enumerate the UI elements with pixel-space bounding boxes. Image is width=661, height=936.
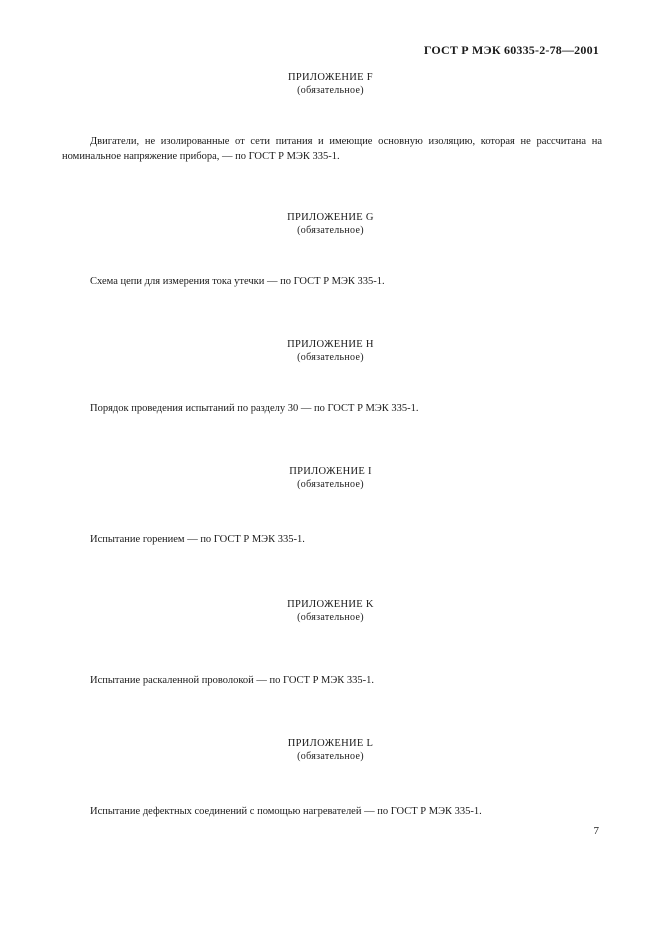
annex-g-heading: [0, 211, 661, 237]
document-header: ГОСТ Р МЭК 60335-2-78—2001: [423, 43, 599, 57]
annex-status: (обязательное): [297, 225, 364, 236]
annex-status: (обязательное): [297, 612, 364, 623]
annex-f-heading: [0, 71, 661, 97]
annex-title: ПРИЛОЖЕНИЕ H: [287, 339, 374, 350]
annex-f-text: Двигатели, не изолированные от сети питания и имеющие основную изоляцию, которая не рассчитана на номинальное напряжение прибора, — по ГОСТ Р МЭК 335-1.: [62, 136, 602, 162]
page-number: 7: [593, 825, 599, 837]
annex-l-text: Испытание дефектных соединений с помощью нагревателей — по ГОСТ Р МЭК 335-1.: [90, 806, 482, 817]
annex-status: (обязательное): [297, 352, 364, 363]
annex-i-heading: [0, 465, 661, 491]
annex-title: ПРИЛОЖЕНИЕ K: [287, 599, 374, 610]
annex-h-heading: [0, 338, 661, 364]
annex-status: (обязательное): [297, 85, 364, 96]
annex-title: ПРИЛОЖЕНИЕ F: [288, 72, 373, 83]
annex-title: ПРИЛОЖЕНИЕ G: [287, 212, 374, 223]
annex-title: ПРИЛОЖЕНИЕ I: [289, 466, 372, 477]
annex-k-heading: [0, 598, 661, 624]
annex-status: (обязательное): [297, 751, 364, 762]
annex-l-heading: [0, 737, 661, 763]
annex-status: (обязательное): [297, 479, 364, 490]
annex-g-text: Схема цепи для измерения тока утечки — по ГОСТ Р МЭК 335-1.: [90, 276, 385, 287]
annex-k-text: Испытание раскаленной проволокой — по ГОСТ Р МЭК 335-1.: [90, 675, 375, 686]
annex-i-text: Испытание горением — по ГОСТ Р МЭК 335-1.: [90, 534, 305, 545]
annex-h-text: Порядок проведения испытаний по разделу 30 — по ГОСТ Р МЭК 335-1.: [90, 403, 419, 414]
annex-title: ПРИЛОЖЕНИЕ L: [287, 738, 374, 749]
